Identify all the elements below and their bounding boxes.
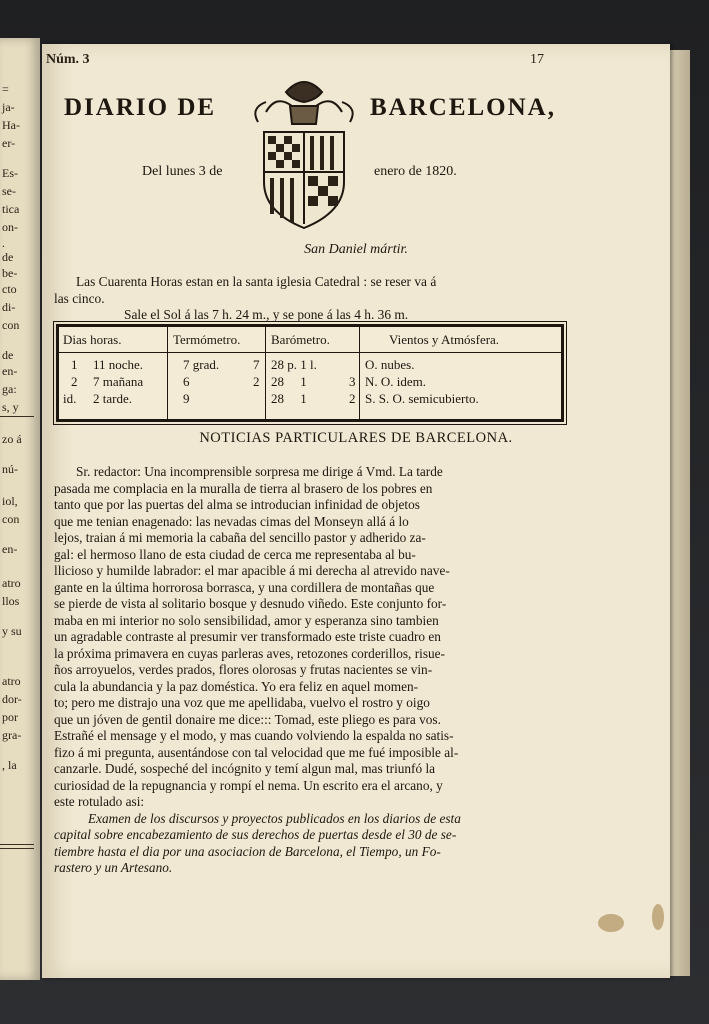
article-line: que un jóven de gentil donaire me dice::: Tomad, este pliego es para vos. (54, 711, 441, 727)
left-page-fragment: zo á (2, 432, 22, 446)
left-page-fragment: ga: (2, 382, 17, 396)
left-page-rule (0, 844, 34, 845)
left-page-fragment: llos (2, 594, 20, 608)
table-cell: 1 (71, 357, 78, 372)
table-cell: id. (63, 391, 77, 406)
left-page-rule (0, 848, 34, 849)
article-line: fizo á mi pregunta, ausentándose con tal velocidad que me fué imposible al- (54, 744, 459, 760)
article-line: Sr. redactor: Una incomprensible sorpresa me dirige á Vmd. La tarde (76, 464, 443, 479)
issue-date-right: enero de 1820. (374, 164, 457, 179)
masthead-title-left: DIARIO DE (64, 94, 217, 121)
left-page-fragment: atro (2, 576, 21, 590)
left-page-fragment: on- (2, 220, 18, 234)
left-page-fragment: Es- (2, 166, 18, 180)
article-line: curiosidad de la repugnancia y rompí el nema. Un escrito era el arcano, y (54, 777, 443, 793)
left-page-fragment: con (2, 512, 20, 526)
page-folio: 17 (530, 52, 544, 67)
table-header: Vientos y Atmósfera. (389, 332, 500, 347)
table-cell: O. nubes. (365, 357, 415, 372)
table-cell: 28 1 (271, 391, 307, 406)
weather-table (56, 324, 564, 422)
article-line: maba en mi interior no solo sensibilidad, amor y esperanza sino tambien (54, 612, 439, 628)
left-page-fragment: y su (2, 624, 22, 638)
article-line: gal: el hermoso llano de esta ciudad de cerca me representaba al bu- (54, 546, 416, 562)
article-line: gante en la última horrorosa borrasca, y una cordillera de montañas que (54, 579, 435, 595)
table-cell: 2 (71, 374, 78, 389)
article-line: llicioso y humilde labrador: el mar apacible á mi derecha al atrevido nave- (54, 563, 450, 578)
masthead-title-right: BARCELONA, (370, 94, 556, 121)
article-line: lejos, traian á mi memoria la cabaña del sencillo pastor y adherido za- (54, 530, 426, 545)
left-page-fragment: gra- (2, 728, 22, 742)
left-page-fragment: tica (2, 202, 20, 216)
left-page-fragment: cto (2, 282, 17, 296)
left-page-fragment: de (2, 348, 14, 362)
table-header-rule (59, 352, 561, 353)
left-page-fragment: be- (2, 266, 18, 280)
issue-date-left: Del lunes 3 de (142, 164, 223, 179)
left-page-fragment: por (2, 710, 18, 724)
table-cell: 2 (253, 374, 260, 389)
left-page-fragment: dor- (2, 692, 22, 706)
intro-line-2: las cinco. (54, 291, 105, 306)
newspaper-page (42, 44, 670, 978)
left-page-fragment: s, y (2, 400, 19, 414)
left-page-fragment: di- (2, 300, 16, 314)
italic-title-line: Examen de los discursos y proyectos publicados en los diarios de esta (88, 810, 461, 826)
left-page-fragment: nú- (2, 462, 18, 476)
article-line: ños arroyuelos, verdes prados, flores olorosas y frutas nacientes se vin- (54, 662, 433, 677)
section-heading: NOTICIAS PARTICULARES DE BARCELONA. (199, 430, 513, 446)
table-header: Barómetro. (271, 332, 330, 347)
article-line: que me tenian enagenado: las nevadas cimas del Monseyn allá á lo (54, 513, 409, 529)
italic-title-line: tiembre hasta el dia por una asociacion de Barcelona, el Tiempo, un Fo- (54, 843, 441, 859)
left-page-fragment: atro (2, 674, 21, 688)
table-cell: 11 noche. (93, 357, 144, 372)
left-page-fragment: con (2, 318, 20, 332)
left-page-fragment: en- (2, 542, 18, 556)
article-line: pasada me complacia en la muralla de tierra al brasero de los pobres en (54, 480, 433, 496)
left-page-fragment: . (2, 236, 5, 250)
table-cell: 7 (253, 357, 260, 372)
table-cell: 2 tarde. (93, 391, 132, 406)
table-cell: S. S. O. semicubierto. (365, 391, 479, 406)
table-divider (359, 327, 360, 419)
article-line: un agradable contraste al presumir ver transformado este triste cuadro en (54, 629, 441, 644)
table-cell: 2 (349, 391, 356, 406)
left-page-rule (0, 416, 34, 417)
italic-title-line: rastero y un Artesano. (54, 860, 173, 875)
paper-stain (598, 914, 624, 932)
left-page-fragment: iol, (2, 494, 18, 508)
article-line: to; pero me distrajo una voz que me apellidaba, vuelvo el rostro y oigo (54, 695, 430, 710)
left-page-fragment: er- (2, 136, 16, 150)
article-line: tanto que por las puertas del alma se introducian infinidad de objetos (54, 497, 420, 512)
table-divider (167, 327, 168, 419)
table-cell: 7 mañana (93, 374, 144, 389)
table-cell: 28 1 (271, 374, 307, 389)
article-line: Estrañé el mensage y el modo, y mas cuando volviendo la espalda no satis- (54, 728, 454, 743)
table-cell: 6 (183, 374, 190, 389)
table-cell: 3 (349, 374, 356, 389)
table-cell: N. O. idem. (365, 374, 427, 389)
left-facing-page (0, 38, 40, 980)
left-page-fragment: de (2, 250, 14, 264)
page-edge (668, 50, 690, 976)
article-line: canzarle. Dudé, sospeché del incógnito y temí algun mal, mas triunfó la (54, 761, 436, 776)
left-page-fragment: , la (2, 758, 17, 772)
left-page-fragment: Ha- (2, 118, 20, 132)
article-line: este rotulado asi: (54, 794, 145, 809)
table-header: Dias horas. (63, 332, 122, 347)
table-cell: 7 grad. (183, 357, 220, 372)
issue-number: Núm. 3 (46, 52, 90, 67)
coat-of-arms-emblem (246, 72, 362, 232)
article-line: se pierde de vista al solitario bosque y desnudo viñedo. Este conjunto for- (54, 596, 447, 611)
left-page-fragment: ja- (2, 100, 15, 114)
table-cell: 9 (183, 391, 190, 406)
article-line: la próxima primavera en cuyas parleras aves, retozones corderillos, risue- (54, 645, 445, 661)
table-cell: 28 p. 1 l. (271, 357, 317, 372)
saint-of-day: San Daniel mártir. (304, 242, 408, 257)
left-page-fragment: = (2, 82, 9, 96)
left-page-fragment: se- (2, 184, 16, 198)
paper-stain (652, 904, 664, 930)
intro-line-1: Las Cuarenta Horas estan en la santa iglesia Catedral : se reser va á (76, 274, 437, 289)
left-page-fragment: en- (2, 364, 18, 378)
italic-title-line: capital sobre encabezamiento de sus derechos de puertas desde el 30 de se- (54, 827, 457, 842)
table-divider (265, 327, 266, 419)
sun-times: Sale el Sol á las 7 h. 24 m., y se pone á las 4 h. 36 m. (124, 307, 409, 322)
table-header: Termómetro. (173, 332, 241, 347)
article-line: cula la abundancia y la paz doméstica. Yo era feliz en aquel momen- (54, 678, 419, 694)
